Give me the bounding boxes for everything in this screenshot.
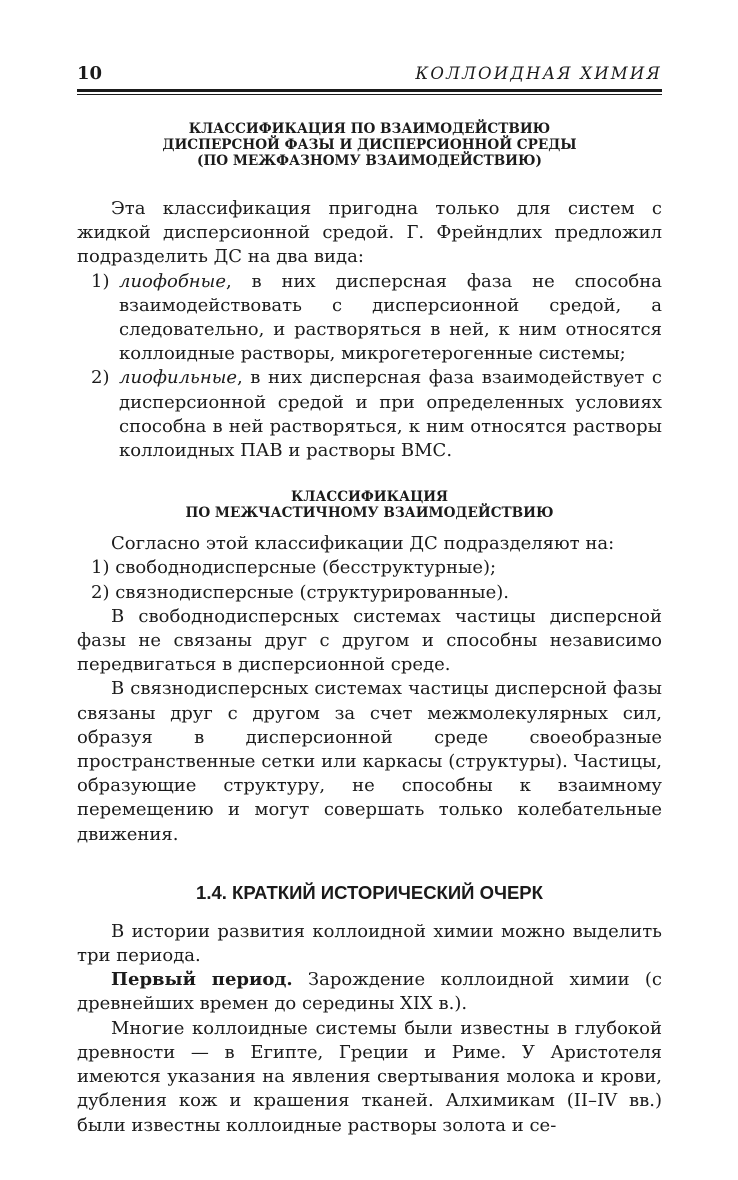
page-number: 10 <box>77 63 103 84</box>
paragraph-first-period <box>77 968 662 1016</box>
header-rule-thick <box>77 89 662 92</box>
list-number: 2) <box>91 367 110 389</box>
paragraph: Эта классификация пригодна только для систем с жидкой дисперсионной средой. Г. Фрейндлих предложил подразделить ДС на два вида: <box>77 198 662 268</box>
subsection-heading-interphase <box>77 121 662 169</box>
subsection-heading-interparticle <box>77 489 662 521</box>
page-content <box>77 121 662 1138</box>
list-text <box>119 270 662 367</box>
paragraph: Многие коллоидные системы были известны в глубокой древности — в Египте, Греции и Риме. У Аристотеля имеются указания на явления свертывания молока и крови, дубления кож и крашения тканей. Алхимикам (II–IV вв.) были известны коллоидные растворы золота и се- <box>77 1017 662 1136</box>
list-item-lyophilic <box>77 366 662 463</box>
term-lyophobic: лиофобные <box>119 270 226 292</box>
list-text <box>119 366 662 463</box>
list-number: 1) <box>91 270 110 292</box>
list-text-rest: , в них дисперсная фаза не способна взаимодействовать с дисперсионной средой, а следовательно, и растворяться в ней, к ним относятся коллоидные растворы, микрогетерогенные системы; <box>119 270 662 365</box>
running-title: КОЛЛОИДНАЯ ХИМИЯ <box>415 64 662 83</box>
header-rule-thin <box>77 94 662 95</box>
paragraph: В истории развития коллоидной химии можно выделить три периода. <box>77 920 662 967</box>
paragraph: В связнодисперсных системах частицы дисперсной фазы связаны друг с другом за счет межмолекулярных сил, образуя в дисперсионной среде своеобразные пространственные сетки или каркасы (структуры). Частицы, образующие структуру, не способны к взаимному перемещению и могут совершать только колебательные движения. <box>77 678 662 845</box>
list-text-rest: , в них дисперсная фаза взаимодействует с дисперсионной средой и при определенных условиях способна в ней растворяться, к ним относятся растворы коллоидных ПАВ и растворы ВМС. <box>119 367 662 462</box>
heading-line: ДИСПЕРСНОЙ ФАЗЫ И ДИСПЕРСИОННОЙ СРЕДЫ <box>162 137 577 153</box>
paragraph: Согласно этой классификации ДС подразделяют на: <box>111 533 615 555</box>
heading-line: ПО МЕЖЧАСТИЧНОМУ ВЗАИМОДЕЙСТВИЮ <box>185 505 554 522</box>
heading-line: (ПО МЕЖФАЗНОМУ ВЗАИМОДЕЙСТВИЮ) <box>197 153 542 169</box>
heading-line: КЛАССИФИКАЦИЯ ПО ВЗАИМОДЕЙСТВИЮ <box>188 121 551 137</box>
heading-line: КЛАССИФИКАЦИЯ <box>290 489 449 506</box>
list-item-lyophobic <box>77 270 662 367</box>
first-period-text: Зарождение коллоидной химии (с древнейших времен до середины XIX в.). <box>77 969 662 1015</box>
page-header <box>77 62 662 86</box>
first-period-label: Первый период. <box>111 969 293 991</box>
list-item-free-dispersed: 1) свободнодисперсные (бесструктурные); <box>91 557 497 579</box>
section-heading-history: 1.4. КРАТКИЙ ИСТОРИЧЕСКИЙ ОЧЕРК <box>196 881 543 903</box>
paragraph: В свободнодисперсных системах частицы дисперсной фазы не связаны друг с другом и способны независимо передвигаться в дисперсионной среде. <box>77 605 662 676</box>
term-lyophilic: лиофильные <box>119 367 238 389</box>
list-item-bound-dispersed: 2) связнодисперсные (структурированные). <box>91 581 509 603</box>
